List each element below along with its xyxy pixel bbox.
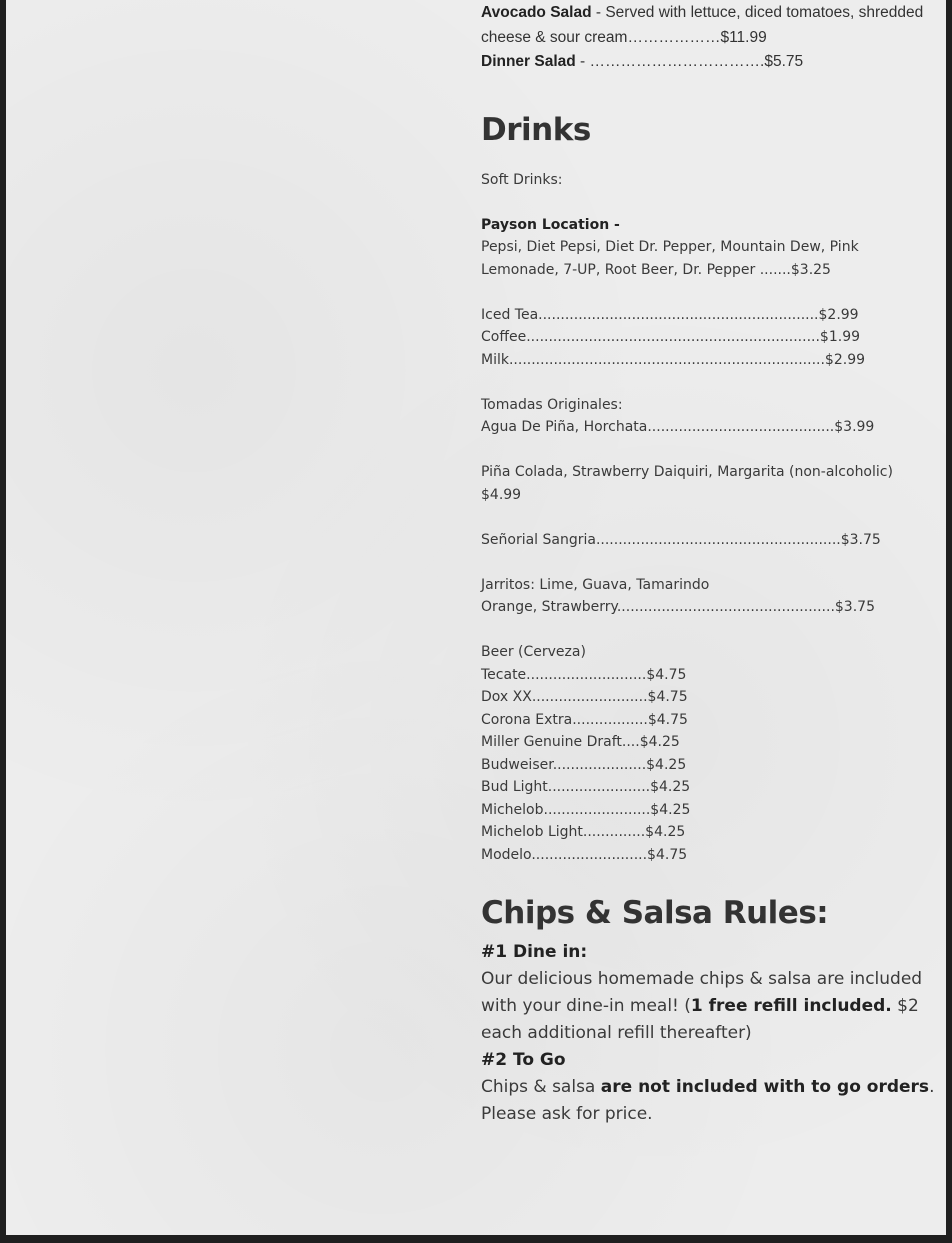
beer-item: Tecate...........................$4.75 bbox=[481, 666, 687, 683]
beer-item: Michelob........................$4.25 bbox=[481, 801, 691, 818]
iced-tea-item: Iced Tea...............................................................$2.99 bbox=[481, 306, 859, 323]
dinner-salad-desc: - …………………………….$5.75 bbox=[575, 53, 804, 70]
menu-column bbox=[481, 0, 941, 1128]
beer-item: Dox XX..........................$4.75 bbox=[481, 689, 688, 705]
agua-item: Agua De Piña, Horchata..........................................$3.99 bbox=[481, 419, 875, 435]
beer-item: Corona Extra.................$4.75 bbox=[481, 711, 688, 728]
rule-2-text-b: . Please ask for price. bbox=[481, 1077, 935, 1124]
jarritos-line-1: Jarritos: Lime, Guava, Tamarindo bbox=[481, 576, 710, 593]
rule-1-title: #1 Dine in: bbox=[481, 942, 588, 962]
frozen-drinks-line-1: Piña Colada, Strawberry Daiquiri, Margarita (non-alcoholic) bbox=[481, 464, 893, 480]
soft-drinks-label: Soft Drinks: bbox=[481, 171, 563, 188]
beer-item: Bud Light.......................$4.25 bbox=[481, 779, 691, 795]
drinks-list bbox=[481, 169, 941, 867]
dinner-salad-name: Dinner Salad bbox=[481, 53, 576, 70]
avocado-salad-price-line: cheese & sour cream………………$11.99 bbox=[481, 28, 767, 46]
tomadas-label: Tomadas Originales: bbox=[481, 396, 623, 413]
chips-salsa-heading: Chips & Salsa Rules: bbox=[481, 895, 829, 931]
avocado-salad-desc: - Served with lettuce, diced tomatoes, shredded bbox=[591, 4, 924, 21]
dinner-salad-item bbox=[481, 50, 941, 75]
rule-1-text-b: $2 each additional refill thereafter) bbox=[481, 996, 919, 1043]
avocado-salad-item bbox=[481, 1, 941, 50]
sangria-item: Señorial Sangria.......................................................$3.75 bbox=[481, 531, 881, 548]
rule-2-text bbox=[481, 1074, 941, 1128]
rule-2-text-a: Chips & salsa bbox=[481, 1077, 601, 1097]
rule-1-text bbox=[481, 966, 941, 1047]
frozen-drinks-price: $4.99 bbox=[481, 486, 522, 503]
rule-2-title: #2 To Go bbox=[481, 1050, 566, 1070]
jarritos-line-2: Orange, Strawberry.................................................$3.75 bbox=[481, 599, 875, 615]
avocado-salad-name: Avocado Salad bbox=[481, 4, 592, 21]
coffee-item: Coffee..................................................................$1.99 bbox=[481, 329, 861, 345]
payson-location-label: Payson Location - bbox=[481, 216, 620, 233]
beer-label: Beer (Cerveza) bbox=[481, 644, 586, 660]
payson-drinks-line-1: Pepsi, Diet Pepsi, Diet Dr. Pepper, Mountain Dew, Pink bbox=[481, 239, 859, 255]
rule-1-bold: 1 free refill included. bbox=[690, 996, 892, 1016]
chips-salsa-rules bbox=[481, 939, 941, 1128]
rule-1-text-a: Our delicious homemade chips & salsa are included with your dine-in meal! ( bbox=[481, 969, 923, 1016]
beer-item: Miller Genuine Draft....$4.25 bbox=[481, 734, 680, 750]
payson-drinks-line-2: Lemonade, 7-UP, Root Beer, Dr. Pepper .......$3.25 bbox=[481, 261, 831, 278]
drinks-heading: Drinks bbox=[481, 111, 591, 148]
beer-item: Michelob Light..............$4.25 bbox=[481, 824, 686, 840]
beer-item: Modelo..........................$4.75 bbox=[481, 846, 688, 863]
milk-item: Milk.......................................................................$2.99 bbox=[481, 351, 866, 368]
rule-2-bold: are not included with to go orders bbox=[600, 1077, 930, 1097]
beer-item: Budweiser.....................$4.25 bbox=[481, 756, 687, 773]
